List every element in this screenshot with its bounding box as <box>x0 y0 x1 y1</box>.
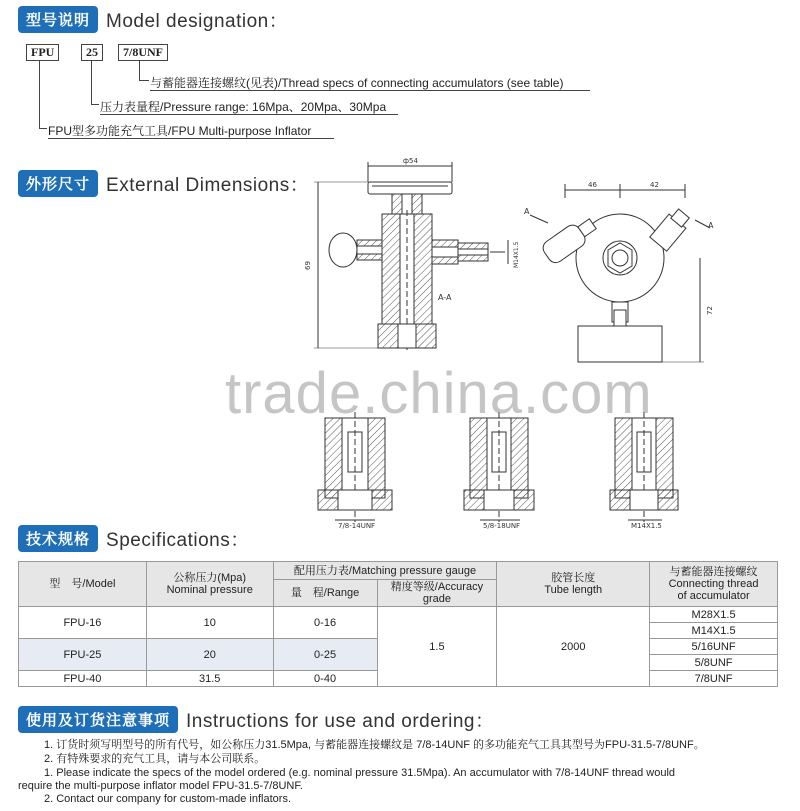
th-pressure-cn: 公称压力(Mpa) <box>173 572 247 584</box>
cell-range: 0-40 <box>273 671 377 687</box>
cell-range: 0-16 <box>273 607 377 639</box>
watermark: trade.china.com <box>225 361 653 426</box>
instruction-line: require the multi-purpose inflator model FPU-31.5-7/8UNF. <box>18 780 303 792</box>
underline-pressure <box>100 114 398 115</box>
label-42: 42 <box>650 181 659 189</box>
instructions-badge: 使用及订货注意事项 <box>18 706 178 733</box>
instruction-line: 2. 有特殊要求的充气工具，请与本公司联系。 <box>44 753 266 765</box>
label-height-69: 69 <box>304 261 312 270</box>
cell-pressure: 10 <box>146 607 273 639</box>
underline-thread <box>150 90 590 91</box>
table-row <box>19 607 778 623</box>
label-a-right: A <box>708 221 714 230</box>
th-tube-en: Tube length <box>544 584 603 596</box>
dimension-drawings <box>0 150 800 540</box>
spec-header <box>18 525 250 552</box>
front-section-view <box>314 162 508 350</box>
spec-badge: 技术规格 <box>18 525 98 552</box>
th-tube <box>497 562 650 607</box>
cell-model: FPU-16 <box>19 607 147 639</box>
cell-thread: M28X1.5 <box>650 607 778 623</box>
th-range: 量 程/Range <box>273 580 377 607</box>
cell-model: FPU-40 <box>19 671 147 687</box>
cell-accuracy: 1.5 <box>377 607 497 687</box>
label-aa: A-A <box>438 293 452 302</box>
th-pressure-en: Nominal pressure <box>166 584 253 596</box>
spec-table <box>18 561 778 687</box>
desc-pressure: 压力表量程/Pressure range: 16Mpa、20Mpa、30Mpa <box>100 100 387 114</box>
code-pressure: 25 <box>81 44 103 61</box>
cell-thread: 7/8UNF <box>650 671 778 687</box>
dimensions-badge: 外形尺寸 <box>18 170 98 197</box>
leader-product <box>39 61 47 129</box>
model-designation-title: Model designation： <box>106 11 289 32</box>
model-designation-badge: 型号说明 <box>18 6 98 33</box>
label-46: 46 <box>588 181 597 189</box>
cell-range: 0-25 <box>273 639 377 671</box>
desc-thread: 与蓄能器连接螺纹(见表)/Thread specs of connecting accumulators (see table) <box>150 76 564 90</box>
instruction-line: 2. Contact our company for custom-made inflators. <box>44 793 291 805</box>
leader-pressure <box>91 61 99 105</box>
label-72: 72 <box>706 306 714 315</box>
label-m14: M14X1.5 <box>513 241 520 268</box>
cell-pressure: 31.5 <box>146 671 273 687</box>
th-thread <box>650 562 778 607</box>
code-fpu: FPU <box>26 44 59 61</box>
th-thread-cn: 与蓄能器连接螺纹 <box>669 566 758 578</box>
cell-thread: M14X1.5 <box>650 623 778 639</box>
instructions-title: Instructions for use and ordering： <box>186 711 495 732</box>
cell-model: FPU-25 <box>19 639 147 671</box>
th-tube-cn: 胶管长度 <box>551 572 596 584</box>
th-pressure <box>146 562 273 607</box>
adapter-section-3 <box>610 412 678 522</box>
cell-tube: 2000 <box>497 607 650 687</box>
instruction-line: 1. Please indicate the specs of the model ordered (e.g. nominal pressure 31.5Mpa). An accumulator with 7/8-14UNF thread would <box>44 767 676 779</box>
th-accuracy: 精度等级/Accuracy grade <box>377 580 497 607</box>
top-view <box>530 184 710 362</box>
cell-thread: 5/16UNF <box>650 639 778 655</box>
label-thread-3: M14X1.5 <box>631 522 662 530</box>
desc-product: FPU型多功能充气工具/FPU Multi-purpose Inflator <box>48 124 312 138</box>
label-a-left: A <box>524 207 530 216</box>
label-phi54: ф54 <box>403 157 418 165</box>
instruction-line: 1. 订货时须写明型号的所有代号，如公称压力31.5Mpa, 与蓄能器连接螺纹是 7/8-14UNF 的多功能充气工具其型号为FPU-31.5-7/8UNF。 <box>44 739 705 751</box>
underline-product <box>48 138 334 139</box>
spec-title: Specifications： <box>106 530 250 551</box>
adapter-section-1 <box>318 412 392 522</box>
label-thread-2: 5/8-18UNF <box>483 522 521 530</box>
leader-thread <box>139 61 149 81</box>
code-thread: 7/8UNF <box>118 44 168 61</box>
th-gauge: 配用压力表/Matching pressure gauge <box>273 562 497 580</box>
cell-pressure: 20 <box>146 639 273 671</box>
label-thread-1: 7/8-14UNF <box>338 522 376 530</box>
th-thread-en2: of accumulator <box>677 590 750 602</box>
adapter-section-2 <box>464 412 534 522</box>
instructions-header <box>18 706 495 733</box>
th-model: 型 号/Model <box>19 562 147 607</box>
cell-thread: 5/8UNF <box>650 655 778 671</box>
dimensions-title: External Dimensions： <box>106 175 310 196</box>
th-thread-en1: Connecting thread <box>668 578 759 590</box>
model-designation-header <box>18 6 288 33</box>
